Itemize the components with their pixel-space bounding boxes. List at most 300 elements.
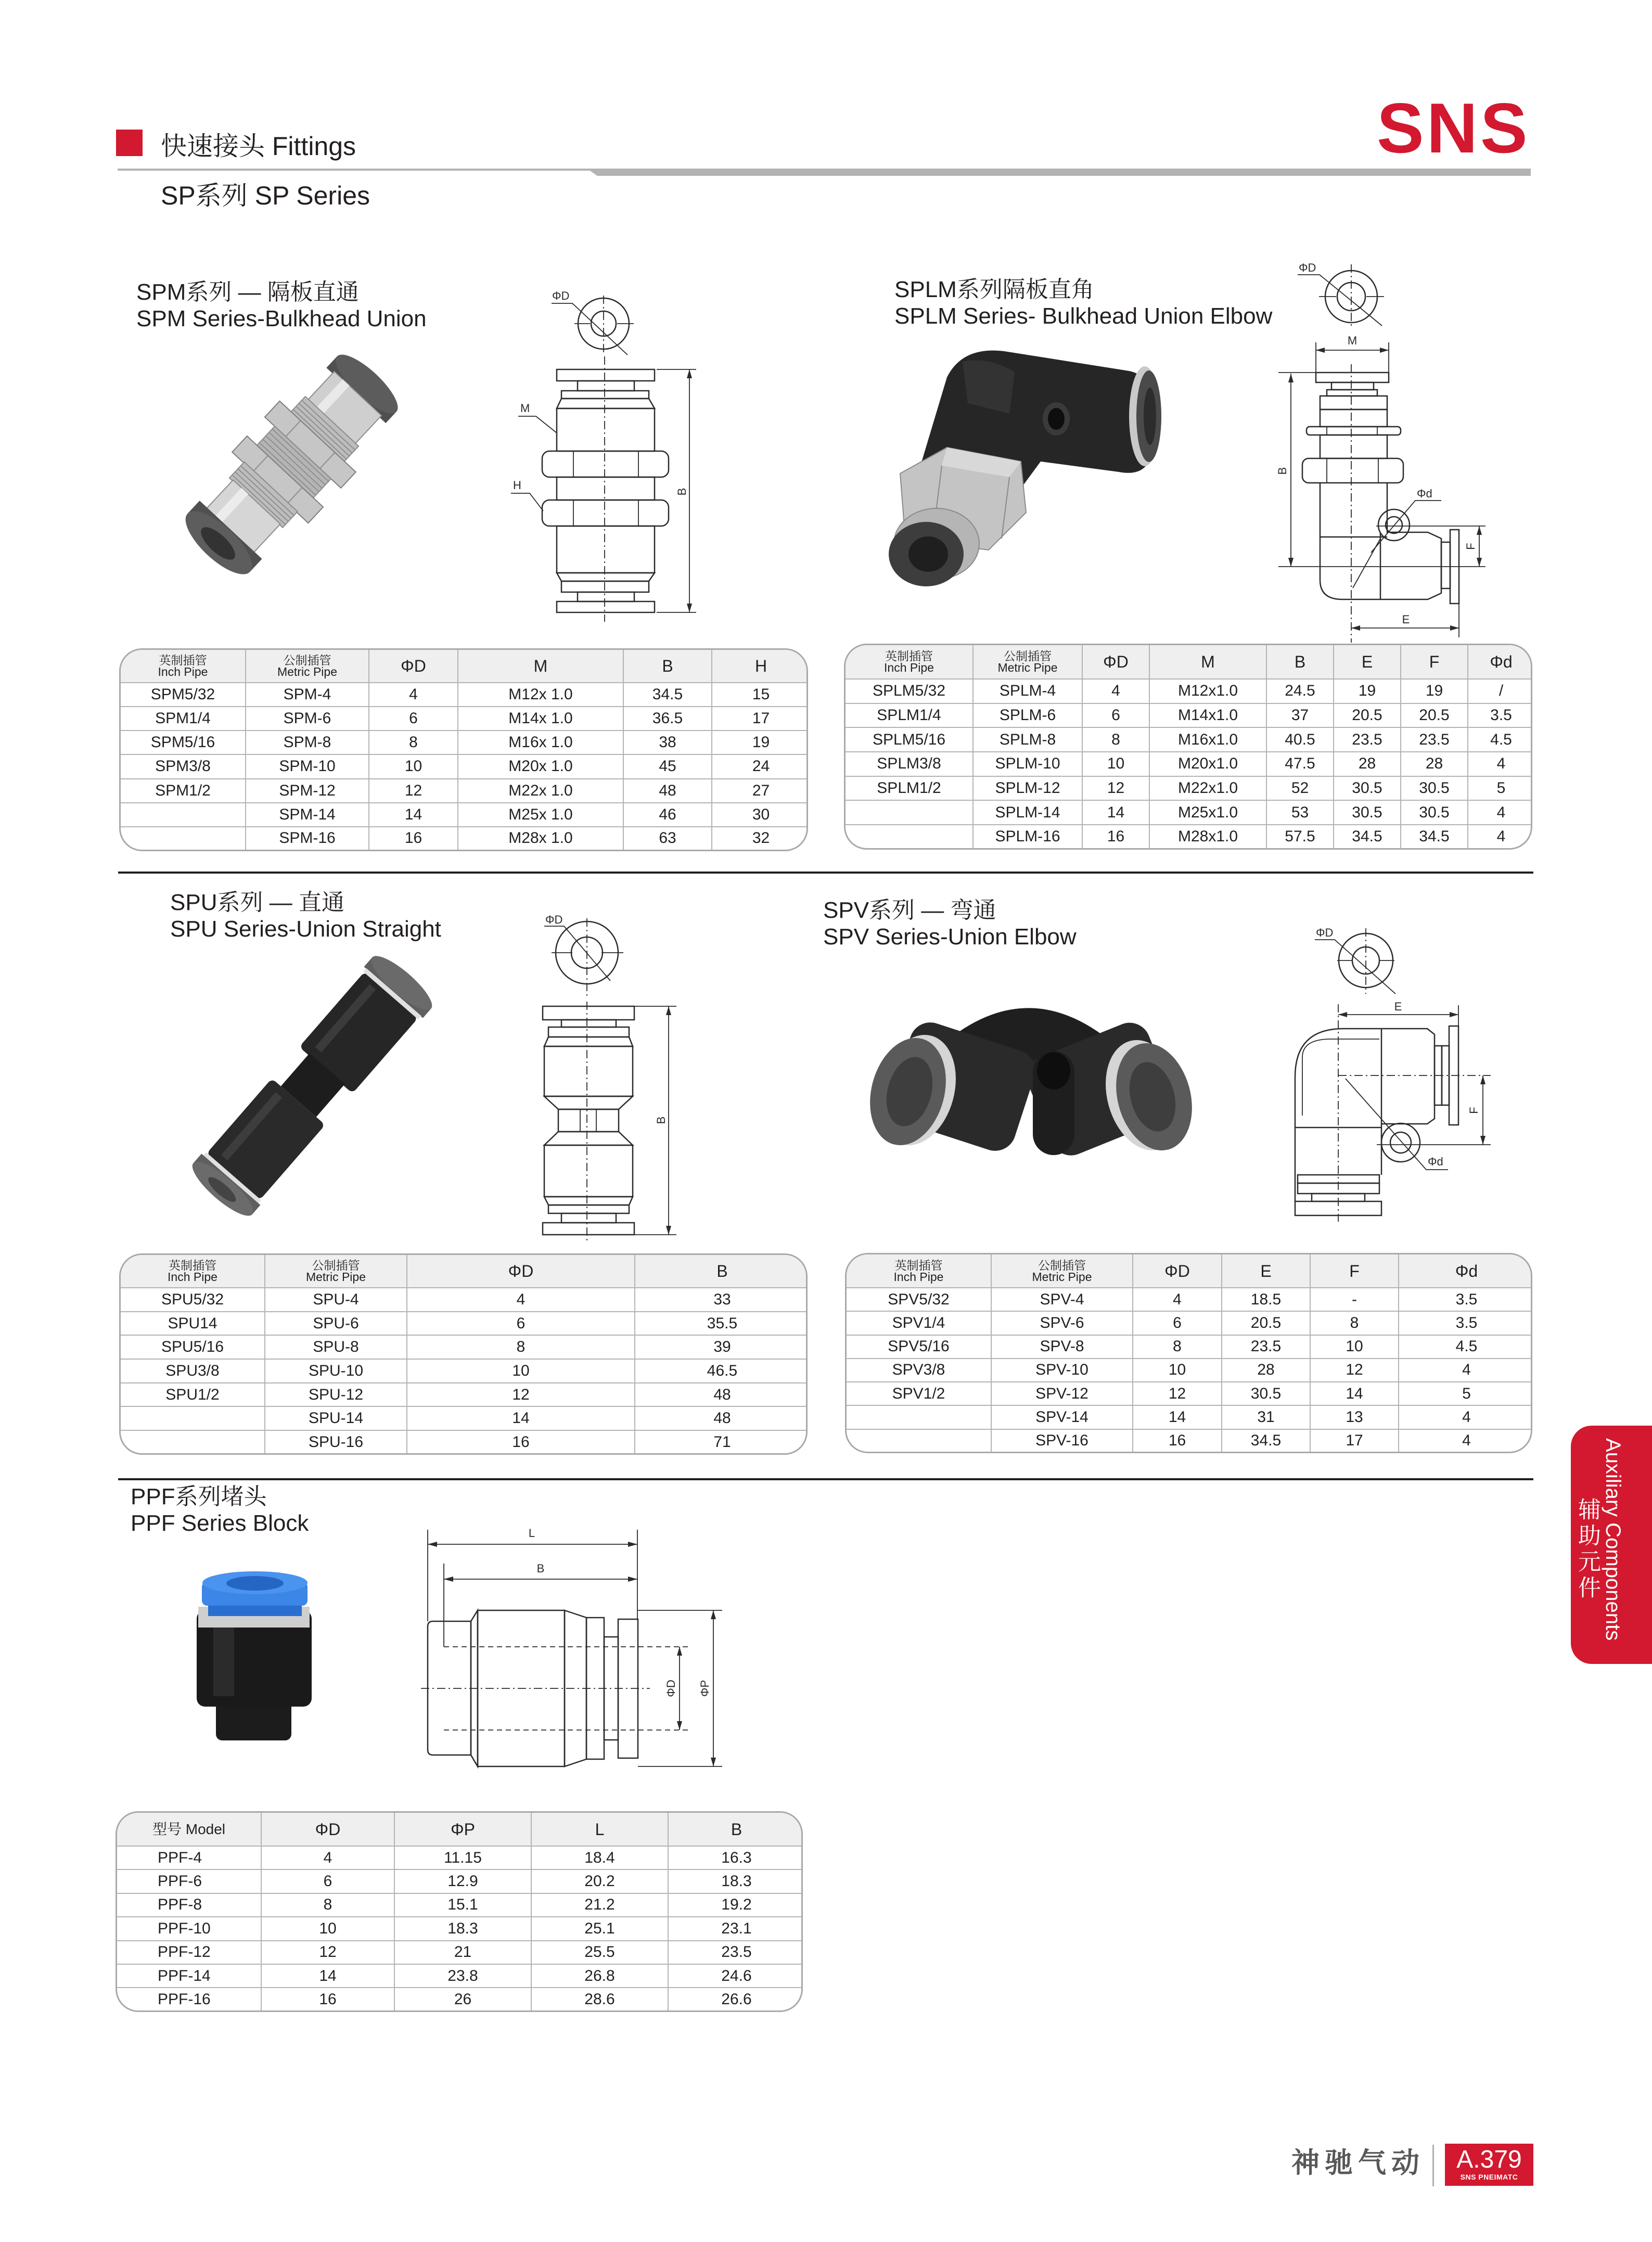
col-header-h: H — [712, 650, 808, 683]
b-cell: 45 — [624, 755, 712, 779]
inch-pipe-cell: SPM1/2 — [121, 779, 246, 803]
f-cell: 28 — [1401, 752, 1468, 777]
col-header-metric-pipe — [265, 1255, 407, 1288]
b-cell: 47.5 — [1267, 752, 1334, 777]
e-cell: 34.5 — [1222, 1430, 1311, 1452]
e-cell: 30.5 — [1222, 1382, 1311, 1406]
phi-d-cell: 14 — [1133, 1406, 1222, 1429]
col-header-l: L — [532, 1813, 669, 1847]
phi-d-cell: 10 — [262, 1917, 395, 1941]
col-header-b: B — [635, 1255, 808, 1288]
metric-pipe-cell: SPM-4 — [246, 683, 369, 707]
b-cell: 33 — [635, 1288, 808, 1312]
spv-title — [823, 897, 1077, 950]
phi-d-cell: 6 — [369, 707, 458, 731]
l-cell: 18.4 — [532, 1847, 669, 1870]
f-cell: 8 — [1311, 1312, 1399, 1335]
b-label: B — [536, 1562, 545, 1575]
m-cell: M25x1.0 — [1150, 801, 1267, 825]
col-header-cn: 英制插管 — [894, 1258, 943, 1272]
e-cell: 30.5 — [1334, 777, 1401, 801]
phi-d-small-label: Φd — [1428, 1155, 1443, 1168]
splm-title-cn: SPLM系列隔板直角 — [894, 277, 1094, 302]
phi-d-cell: 16 — [369, 827, 458, 850]
col-header-en: Inch Pipe — [158, 665, 208, 678]
ppf-title-cn: PPF系列堵头 — [131, 1484, 267, 1509]
col-header-en: Inch Pipe — [168, 1270, 217, 1284]
phi-d-small-label: Φd — [1417, 487, 1432, 500]
splm-title — [894, 276, 1272, 329]
col-header-e: E — [1334, 645, 1401, 680]
col-header-phi-d-small: Φd — [1468, 645, 1532, 680]
phi-d-cell: 14 — [407, 1407, 635, 1431]
metric-pipe-cell: SPLM-10 — [974, 752, 1083, 777]
phi-d-small-cell: 4 — [1496, 828, 1506, 845]
inch-pipe-cell: SPV3/8 — [847, 1359, 992, 1382]
table-row — [121, 1336, 808, 1360]
spv-spec-table — [845, 1253, 1532, 1453]
phi-d-cell: 4 — [369, 683, 458, 707]
phi-d-cell: 14 — [262, 1965, 395, 1988]
section-divider — [118, 1478, 1533, 1480]
phi-d-cell: 10 — [1083, 752, 1150, 777]
ppf-title — [131, 1483, 309, 1536]
metric-pipe-cell: SPU-6 — [265, 1312, 407, 1336]
e-cell: 28 — [1334, 752, 1401, 777]
model-cell: PPF-10 — [117, 1917, 262, 1941]
phi-d-cell: 4 — [262, 1847, 395, 1870]
inch-pipe-cell: SPU5/32 — [121, 1288, 265, 1312]
l-cell: 26.8 — [532, 1965, 669, 1988]
table-row — [846, 704, 1532, 728]
metric-pipe-cell: SPLM-12 — [974, 777, 1083, 801]
inch-pipe-cell: SPLM1/2 — [846, 777, 974, 801]
col-header-cn: 英制插管 — [885, 649, 933, 663]
col-header-e: E — [1222, 1254, 1311, 1288]
m-cell: M12x1.0 — [1150, 680, 1267, 704]
col-header-inch-pipe — [846, 645, 974, 680]
spm-title — [136, 279, 427, 332]
phi-p-cell: 12.9 — [395, 1870, 532, 1893]
inch-pipe-cell: SPLM3/8 — [846, 752, 974, 777]
b-cell: 38 — [624, 731, 712, 755]
col-header-metric-pipe — [974, 645, 1083, 680]
m-cell: M12x 1.0 — [458, 683, 624, 707]
header-red-marker — [116, 130, 143, 156]
metric-pipe-cell: SPV-4 — [992, 1288, 1133, 1312]
m-cell: M14x1.0 — [1150, 704, 1267, 728]
phi-d-small-cell: 4 — [1399, 1406, 1532, 1429]
b-cell: 57.5 — [1267, 825, 1334, 848]
metric-pipe-cell: SPLM-14 — [974, 801, 1083, 825]
model-cell: PPF-12 — [117, 1941, 262, 1965]
phi-d-cell: 4 — [407, 1288, 635, 1312]
table-row — [121, 1407, 808, 1431]
e-label: E — [1394, 1000, 1402, 1013]
footer-brand-en: SNS PNEIMATC — [1460, 2173, 1518, 2181]
h-label: H — [513, 479, 521, 492]
phi-p-cell: 15.1 — [395, 1894, 532, 1917]
h-cell: 27 — [712, 779, 808, 803]
inch-pipe-cell: SPU3/8 — [121, 1360, 265, 1383]
m-cell: M25x 1.0 — [458, 803, 624, 827]
inch-pipe-cell: SPV1/4 — [847, 1312, 992, 1335]
inch-pipe-cell — [121, 827, 246, 850]
col-header-en: Metric Pipe — [277, 665, 338, 678]
col-header-en: Metric Pipe — [1032, 1270, 1092, 1284]
footer-company-name: 神驰气动 — [1291, 2147, 1425, 2179]
footer-divider — [1432, 2145, 1434, 2186]
phi-d-cell: 6 — [1133, 1312, 1222, 1335]
table-row — [121, 803, 808, 827]
h-cell: 15 — [712, 683, 808, 707]
spu-title — [170, 889, 441, 942]
col-header-cn: 公制插管 — [1038, 1258, 1086, 1272]
table-row — [121, 707, 808, 731]
ppf-product-photo — [193, 1566, 317, 1746]
phi-d-small-cell: 5 — [1399, 1382, 1532, 1406]
phi-d-label: ΦD — [1316, 926, 1334, 939]
col-header-phi-d: ΦD — [1083, 645, 1150, 680]
splm-dimension-drawing — [1270, 255, 1499, 645]
inch-pipe-cell: SPV5/16 — [847, 1336, 992, 1359]
table-row — [121, 779, 808, 803]
chapter-tab-label-en: Auxiliary Components — [1602, 1438, 1624, 1641]
spu-title-en: SPU Series-Union Straight — [170, 916, 441, 942]
phi-d-cell: 6 — [262, 1870, 395, 1893]
e-cell: 19 — [1334, 680, 1401, 704]
e-cell: 28 — [1222, 1359, 1311, 1382]
e-cell: 34.5 — [1334, 825, 1401, 848]
col-header-phi-d: ΦD — [262, 1813, 395, 1847]
m-cell: M28x 1.0 — [458, 827, 624, 850]
col-header-metric-pipe — [246, 650, 369, 683]
f-cell: 30.5 — [1401, 777, 1468, 801]
e-cell: 20.5 — [1334, 704, 1401, 728]
inch-pipe-cell: SPV5/32 — [847, 1288, 992, 1312]
b-cell: 46 — [624, 803, 712, 827]
phi-d-cell: 6 — [1083, 704, 1150, 728]
f-cell: 30.5 — [1401, 801, 1468, 825]
metric-pipe-cell: SPM-14 — [246, 803, 369, 827]
phi-d-cell: 12 — [407, 1383, 635, 1407]
m-cell: M20x1.0 — [1150, 752, 1267, 777]
col-header-cn: 公制插管 — [312, 1259, 360, 1272]
model-cell: PPF-16 — [117, 1988, 262, 2010]
table-row — [117, 1870, 803, 1893]
table-row — [117, 1847, 803, 1870]
b-cell: 48 — [635, 1383, 808, 1407]
spv-dimension-drawing — [1285, 921, 1493, 1223]
spm-spec-table — [119, 648, 808, 851]
metric-pipe-cell: SPLM-8 — [974, 728, 1083, 752]
spu-title-cn: SPU系列 — 直通 — [170, 890, 344, 915]
inch-pipe-cell: SPM5/32 — [121, 683, 246, 707]
metric-pipe-cell: SPLM-6 — [974, 704, 1083, 728]
h-cell: 24 — [712, 755, 808, 779]
b-cell: 23.1 — [669, 1917, 803, 1941]
f-cell: 17 — [1311, 1430, 1399, 1452]
phi-d-label: ΦD — [664, 1680, 677, 1697]
inch-pipe-cell: SPM5/16 — [121, 731, 246, 755]
b-cell: 40.5 — [1267, 728, 1334, 752]
table-row — [847, 1336, 1532, 1359]
l-cell: 25.1 — [532, 1917, 669, 1941]
table-row — [121, 1312, 808, 1336]
col-header-inch-pipe — [847, 1254, 992, 1288]
inch-pipe-cell — [846, 801, 974, 825]
col-header-model: 型号 Model — [117, 1813, 262, 1847]
col-header-phi-d: ΦD — [1133, 1254, 1222, 1288]
b-cell: 48 — [624, 779, 712, 803]
phi-d-small-cell: 3.5 — [1399, 1288, 1532, 1312]
spu-spec-table — [119, 1253, 808, 1455]
col-header-f: F — [1401, 645, 1468, 680]
table-row — [846, 801, 1532, 825]
inch-pipe-cell: SPU14 — [121, 1312, 265, 1336]
b-cell: 18.3 — [669, 1870, 803, 1893]
metric-pipe-cell: SPU-12 — [265, 1383, 407, 1407]
phi-d-cell: 10 — [1133, 1359, 1222, 1382]
m-label: M — [520, 402, 530, 415]
col-header-inch-pipe — [121, 1255, 265, 1288]
phi-d-cell: 4 — [1133, 1288, 1222, 1312]
h-cell: 17 — [712, 707, 808, 731]
b-cell: 35.5 — [635, 1312, 808, 1336]
table-row — [117, 1941, 803, 1965]
col-header-en: Metric Pipe — [305, 1270, 366, 1284]
spv-title-cn: SPV系列 — 弯通 — [823, 898, 996, 923]
metric-pipe-cell: SPLM-16 — [974, 825, 1083, 848]
metric-pipe-cell: SPU-8 — [265, 1336, 407, 1360]
col-header-cn: 公制插管 — [1004, 649, 1052, 663]
b-label: B — [655, 1116, 668, 1124]
phi-d-cell: 14 — [1083, 801, 1150, 825]
col-header-metric-pipe — [992, 1254, 1133, 1288]
phi-d-small-cell: 4.5 — [1468, 728, 1532, 752]
col-header-f: F — [1311, 1254, 1399, 1288]
h-cell: 32 — [752, 829, 770, 847]
b-cell: 16.3 — [669, 1847, 803, 1870]
spv-title-en: SPV Series-Union Elbow — [823, 924, 1077, 950]
e-label: E — [1402, 613, 1410, 626]
table-row — [117, 1965, 803, 1988]
phi-d-cell: 16 — [1083, 825, 1150, 848]
phi-d-cell: 10 — [369, 755, 458, 779]
col-header-phi-d: ΦD — [407, 1255, 635, 1288]
b-label: B — [1276, 467, 1289, 475]
b-cell: 52 — [1267, 777, 1334, 801]
splm-product-photo — [885, 341, 1166, 596]
inch-pipe-cell — [847, 1430, 992, 1452]
f-cell: 34.5 — [1401, 825, 1468, 848]
h-cell: 19 — [712, 731, 808, 755]
phi-d-small-cell: / — [1468, 680, 1532, 704]
splm-spec-table — [844, 644, 1532, 850]
metric-pipe-cell: SPU-4 — [265, 1288, 407, 1312]
table-row — [121, 1360, 808, 1383]
phi-d-cell: 16 — [407, 1431, 635, 1453]
series-title: SP系列 SP Series — [161, 181, 370, 210]
m-cell: M14x 1.0 — [458, 707, 624, 731]
inch-pipe-cell — [846, 825, 974, 848]
e-cell: 23.5 — [1222, 1336, 1311, 1359]
phi-d-label: ΦD — [1299, 261, 1316, 274]
table-row — [121, 1383, 808, 1407]
phi-d-cell: 16 — [1133, 1430, 1222, 1452]
e-cell: 20.5 — [1222, 1312, 1311, 1335]
table-row — [121, 683, 808, 707]
table-row — [847, 1382, 1532, 1406]
f-cell: - — [1311, 1288, 1399, 1312]
phi-d-label: ΦD — [552, 289, 570, 302]
f-cell: 13 — [1311, 1406, 1399, 1429]
h-cell: 30 — [712, 803, 808, 827]
page-number: A.379 — [1456, 2146, 1522, 2173]
metric-pipe-cell: SPV-14 — [992, 1406, 1133, 1429]
phi-d-small-cell: 5 — [1468, 777, 1532, 801]
table-row — [117, 1894, 803, 1917]
col-header-inch-pipe — [121, 650, 246, 683]
phi-d-small-cell: 3.5 — [1468, 704, 1532, 728]
b-cell: 26.6 — [721, 1990, 752, 2008]
table-row — [847, 1430, 1532, 1452]
metric-pipe-cell: SPLM-4 — [974, 680, 1083, 704]
phi-p-cell: 11.15 — [395, 1847, 532, 1870]
phi-d-cell: 14 — [369, 803, 458, 827]
header-rule-thin — [118, 169, 593, 171]
col-header-phi-d-small: Φd — [1399, 1254, 1532, 1288]
ppf-spec-table — [116, 1811, 803, 2012]
metric-pipe-cell: SPM-6 — [246, 707, 369, 731]
table-row — [117, 1917, 803, 1941]
metric-pipe-cell: SPU-14 — [265, 1407, 407, 1431]
l-label: L — [528, 1527, 535, 1540]
metric-pipe-cell: SPV-16 — [992, 1430, 1133, 1452]
m-cell: M16x1.0 — [1150, 728, 1267, 752]
phi-p-cell: 26 — [395, 1988, 532, 2010]
table-row — [121, 1431, 808, 1453]
b-cell: 71 — [713, 1433, 731, 1451]
metric-pipe-cell: SPV-6 — [992, 1312, 1133, 1335]
spu-dimension-drawing — [531, 908, 687, 1241]
inch-pipe-cell — [121, 1431, 265, 1453]
phi-d-cell: 8 — [1083, 728, 1150, 752]
l-cell: 25.5 — [532, 1941, 669, 1965]
phi-d-cell: 12 — [1083, 777, 1150, 801]
b-cell: 46.5 — [635, 1360, 808, 1383]
col-header-en: Inch Pipe — [884, 661, 934, 674]
b-cell: 34.5 — [624, 683, 712, 707]
table-row — [121, 1288, 808, 1312]
phi-d-label: ΦD — [545, 913, 563, 926]
phi-d-cell: 4 — [1083, 680, 1150, 704]
m-cell: M28x1.0 — [1150, 825, 1267, 848]
b-cell: 37 — [1267, 704, 1334, 728]
metric-pipe-cell: SPM-16 — [246, 827, 369, 850]
spm-product-photo — [169, 333, 419, 591]
phi-d-cell: 8 — [407, 1336, 635, 1360]
inch-pipe-cell: SPV1/2 — [847, 1382, 992, 1406]
phi-d-cell: 12 — [262, 1941, 395, 1965]
b-label: B — [675, 488, 688, 496]
inch-pipe-cell — [121, 1407, 265, 1431]
col-header-m: M — [1150, 645, 1267, 680]
ppf-dimension-drawing — [411, 1524, 734, 1774]
phi-d-cell: 12 — [369, 779, 458, 803]
metric-pipe-cell: SPM-12 — [246, 779, 369, 803]
section-divider — [118, 872, 1533, 874]
e-cell: 30.5 — [1334, 801, 1401, 825]
m-cell: M20x 1.0 — [458, 755, 624, 779]
col-header-b: B — [1267, 645, 1334, 680]
phi-p-cell: 18.3 — [395, 1917, 532, 1941]
phi-p-cell: 23.8 — [395, 1965, 532, 1988]
f-label: F — [1467, 1107, 1480, 1114]
table-row — [847, 1312, 1532, 1335]
f-label: F — [1464, 543, 1477, 550]
m-cell: M16x 1.0 — [458, 731, 624, 755]
b-cell: 39 — [635, 1336, 808, 1360]
col-header-cn: 英制插管 — [159, 654, 207, 667]
table-row — [121, 755, 808, 779]
phi-p-cell: 21 — [395, 1941, 532, 1965]
metric-pipe-cell: SPV-10 — [992, 1359, 1133, 1382]
spm-title-en: SPM Series-Bulkhead Union — [136, 306, 427, 331]
model-cell: PPF-6 — [117, 1870, 262, 1893]
b-cell: 19.2 — [669, 1894, 803, 1917]
metric-pipe-cell: SPV-12 — [992, 1382, 1133, 1406]
phi-d-cell: 6 — [407, 1312, 635, 1336]
f-cell: 12 — [1311, 1359, 1399, 1382]
metric-pipe-cell: SPU-10 — [265, 1360, 407, 1383]
table-row — [846, 752, 1532, 777]
metric-pipe-cell: SPV-8 — [992, 1336, 1133, 1359]
col-header-cn: 公制插管 — [283, 654, 331, 667]
metric-pipe-cell: SPM-10 — [246, 755, 369, 779]
inch-pipe-cell: SPM3/8 — [121, 755, 246, 779]
col-header-phi-d: ΦD — [369, 650, 458, 683]
b-cell: 36.5 — [624, 707, 712, 731]
inch-pipe-cell — [847, 1406, 992, 1429]
phi-d-cell: 8 — [1133, 1336, 1222, 1359]
phi-d-cell: 8 — [262, 1894, 395, 1917]
phi-d-small-cell: 4 — [1468, 801, 1532, 825]
page-number-badge — [1445, 2144, 1533, 2186]
l-cell: 28.6 — [532, 1988, 669, 2010]
f-cell: 23.5 — [1401, 728, 1468, 752]
col-header-en: Metric Pipe — [997, 661, 1058, 674]
inch-pipe-cell: SPLM5/32 — [846, 680, 974, 704]
table-row — [846, 825, 1532, 848]
category-title: 快速接头 Fittings — [161, 132, 356, 161]
table-row — [846, 777, 1532, 801]
col-header-m: M — [458, 650, 624, 683]
e-cell: 23.5 — [1334, 728, 1401, 752]
spv-product-photo — [853, 978, 1218, 1199]
inch-pipe-cell: SPU5/16 — [121, 1336, 265, 1360]
e-cell: 18.5 — [1222, 1288, 1311, 1312]
chapter-tab-label-cn: 辅助元件 — [1574, 1497, 1600, 1602]
phi-d-small-cell: 4.5 — [1399, 1336, 1532, 1359]
m-cell: M22x 1.0 — [458, 779, 624, 803]
f-cell: 10 — [1311, 1336, 1399, 1359]
spm-title-cn: SPM系列 — 隔板直通 — [136, 279, 359, 305]
ppf-title-en: PPF Series Block — [131, 1510, 309, 1536]
model-cell: PPF-4 — [117, 1847, 262, 1870]
table-row — [121, 827, 808, 850]
b-cell: 24.5 — [1267, 680, 1334, 704]
